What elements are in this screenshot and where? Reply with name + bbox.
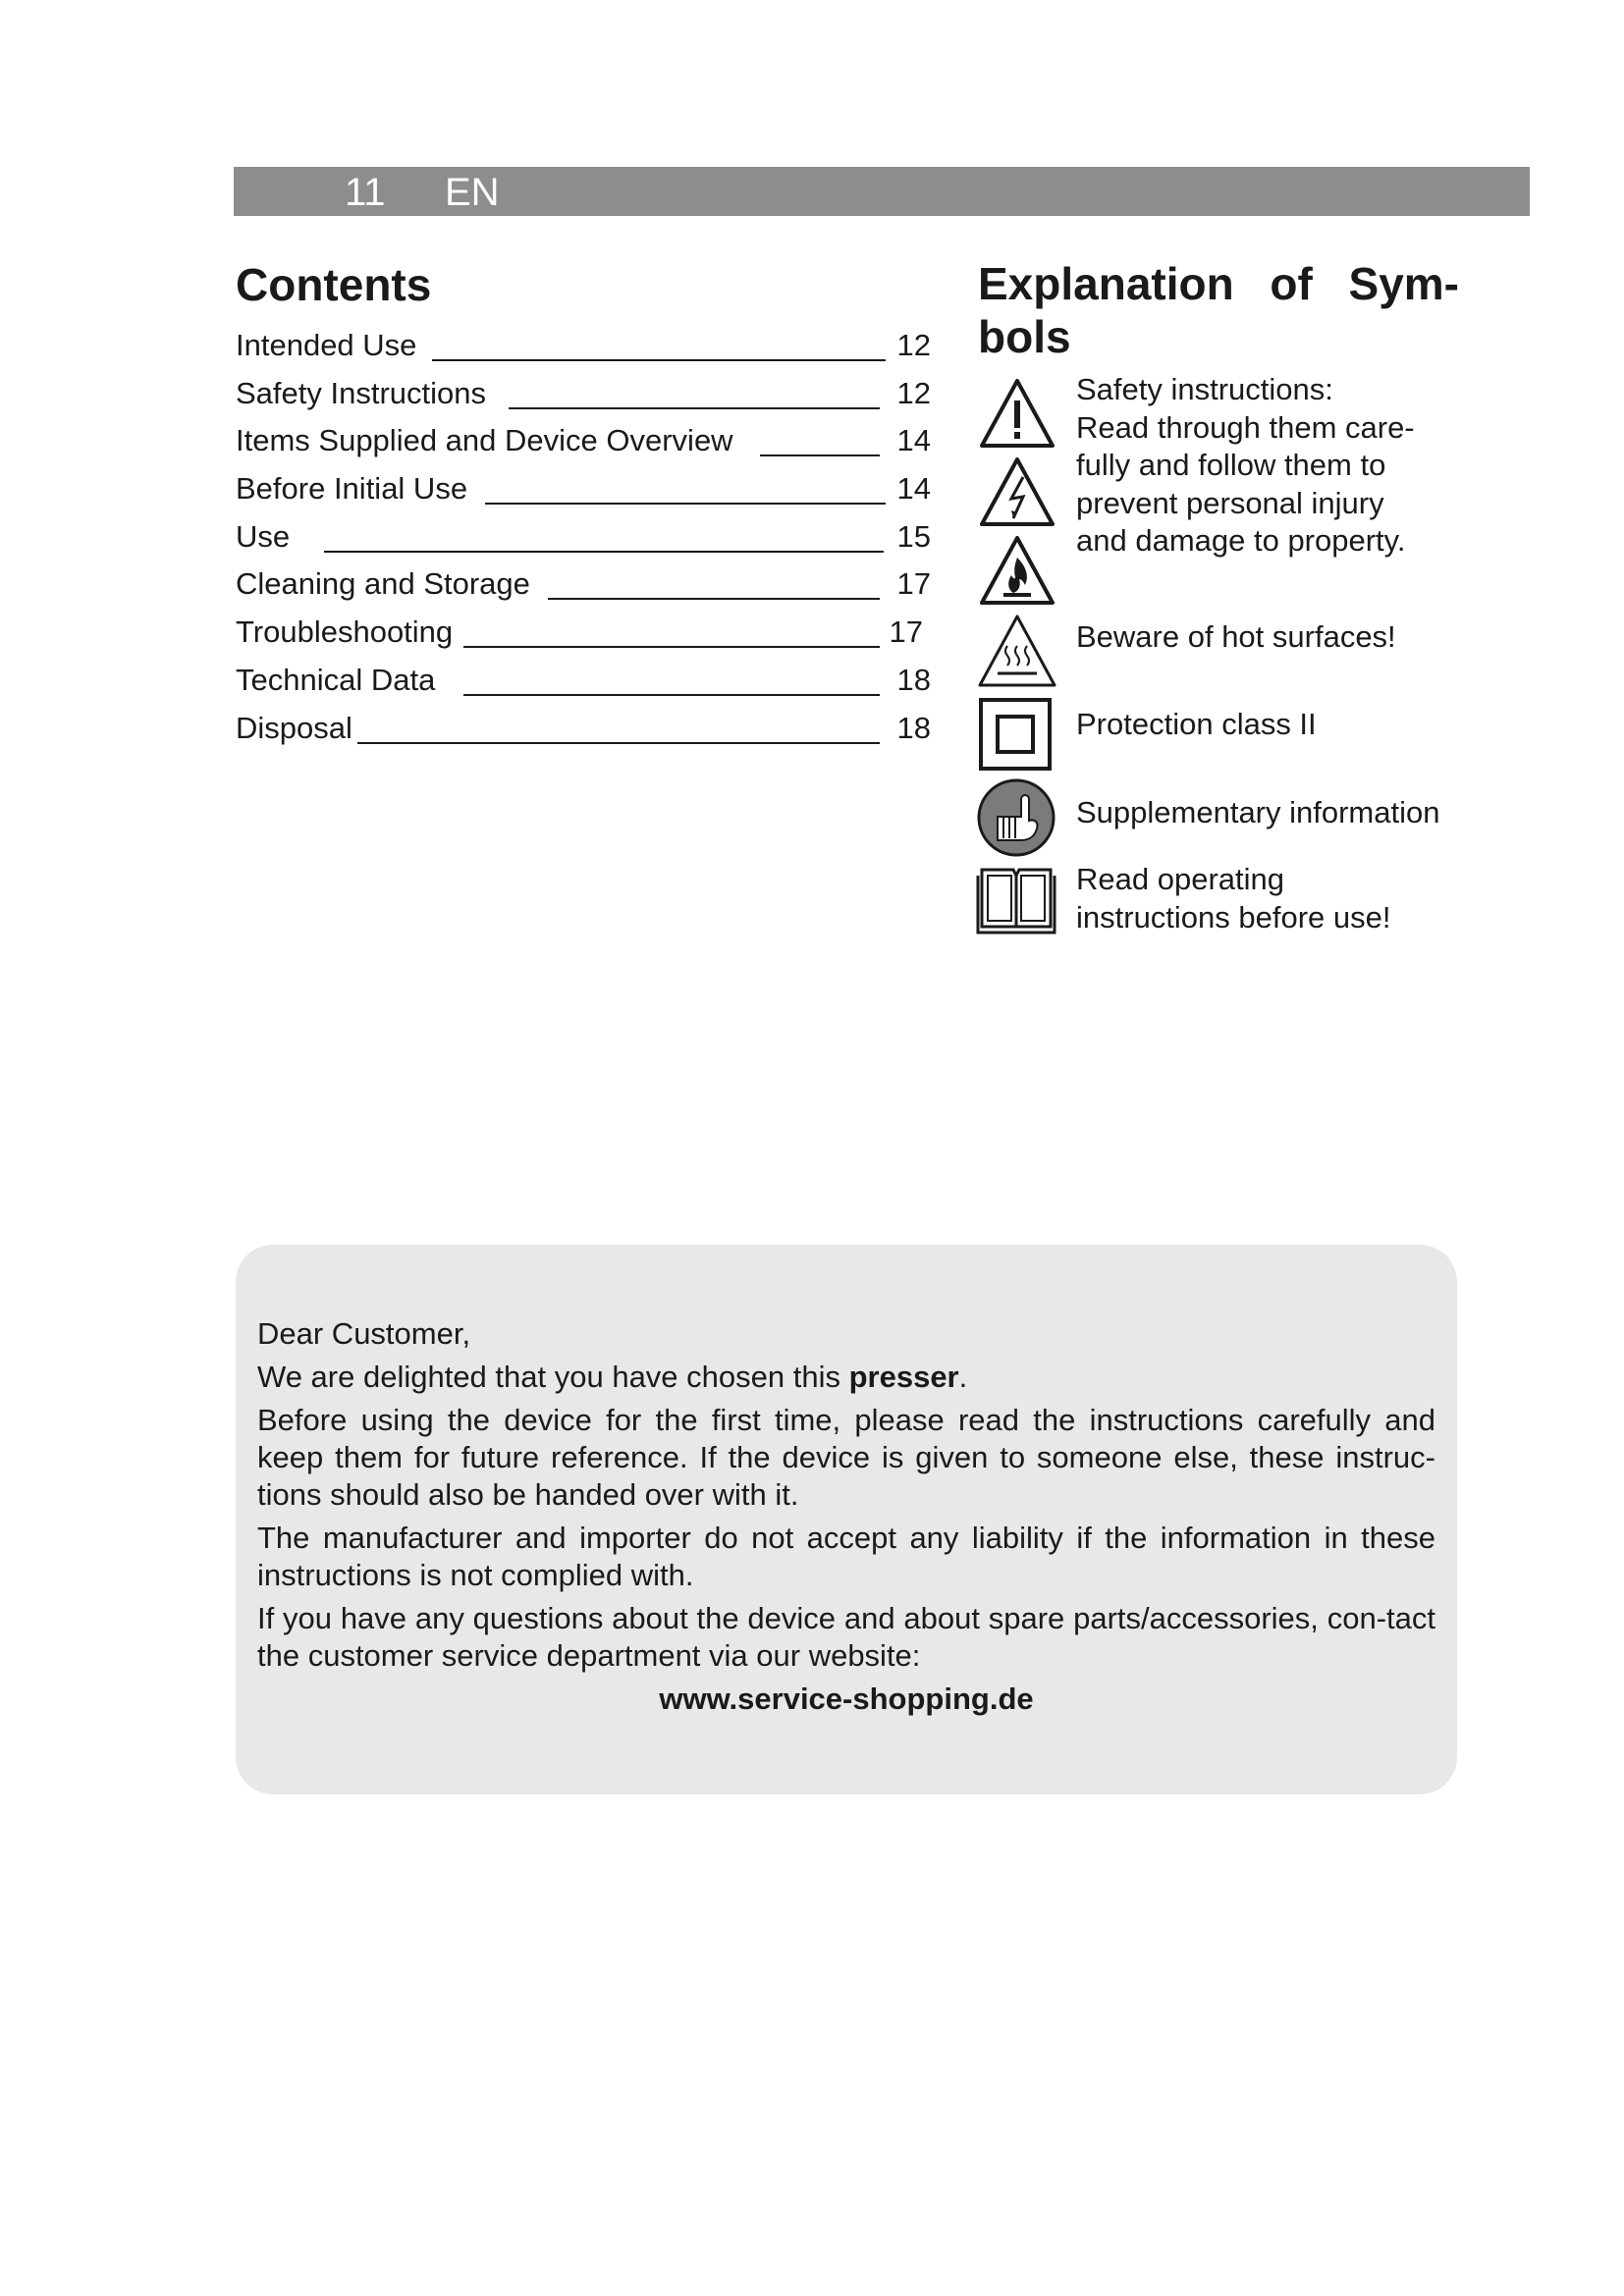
toc-leader: [485, 503, 886, 505]
toc-entry[interactable]: [236, 372, 931, 420]
open-book-icon: [976, 862, 1056, 934]
toc-entry-page: 18: [896, 662, 931, 697]
toc-entry-page: 17: [889, 614, 923, 650]
read-manual-line: instructions before use!: [1076, 899, 1391, 934]
symbols-title: Explanation of Sym-: [978, 258, 1459, 309]
toc-leader: [463, 646, 880, 648]
toc-entry-page: 15: [896, 518, 931, 554]
intro-text: We are delighted that you have chosen this: [257, 1360, 849, 1394]
contents-title: Contents: [236, 259, 432, 310]
toc-leader: [548, 598, 880, 600]
toc-leader: [432, 359, 886, 361]
safety-line: Safety instructions:: [1076, 372, 1333, 406]
toc-entry[interactable]: [236, 324, 931, 372]
fire-hazard-icon: [978, 534, 1056, 607]
toc-entry[interactable]: [236, 562, 931, 611]
intro-line: [257, 1359, 1435, 1396]
toc-leader: [509, 407, 880, 409]
safety-line: fully and follow them to: [1076, 448, 1386, 482]
protection-class-text: Protection class II: [1076, 707, 1317, 741]
product-name: presser: [848, 1360, 959, 1394]
read-manual-line: Read operating: [1076, 862, 1284, 896]
supplementary-info-text: Supplementary information: [1076, 795, 1440, 829]
table-of-contents: [236, 324, 931, 754]
read-manual-text: [1076, 861, 1469, 936]
toc-entry-label: Safety Instructions: [236, 372, 486, 415]
toc-entry-label: Disposal: [236, 707, 352, 750]
toc-entry-label: Intended Use: [236, 324, 416, 367]
hot-surface-icon: [976, 613, 1058, 689]
toc-entry-label: Use: [236, 515, 290, 559]
read-instructions-paragraph: Before using the device for the first time, please read the instructions carefully and keep them for future reference. If the device is given to someone else, these instruc-tions should also be handed over with it.: [257, 1403, 1435, 1512]
hand-info-icon: [976, 777, 1056, 858]
toc-entry[interactable]: [236, 419, 931, 467]
toc-entry-page: 18: [896, 710, 931, 745]
safety-line: and damage to property.: [1076, 523, 1406, 558]
toc-entry-page: 17: [896, 566, 931, 602]
contact-paragraph: If you have any questions about the device and about spare parts/accessories, con-tact the customer service department via our website:: [257, 1601, 1435, 1673]
toc-entry-page: 14: [896, 471, 931, 507]
toc-entry-page: 12: [896, 375, 931, 410]
page-number: 11: [345, 171, 386, 214]
toc-entry-label: Cleaning and Storage: [236, 562, 530, 606]
toc-entry-label: Troubleshooting: [236, 611, 453, 654]
intro-end: .: [958, 1360, 968, 1394]
protection-class-ii-icon: [978, 697, 1053, 772]
toc-entry[interactable]: [236, 707, 931, 755]
toc-entry-page: 12: [896, 328, 931, 362]
customer-message: [257, 1315, 1435, 1724]
toc-leader: [357, 742, 880, 744]
hot-surfaces-text: Beware of hot surfaces!: [1076, 619, 1396, 654]
safety-line: Read through them care-: [1076, 409, 1415, 445]
toc-leader: [324, 551, 884, 553]
toc-entry-label: Before Initial Use: [236, 467, 467, 510]
symbols-title-continued: bols: [978, 311, 1071, 362]
toc-entry-page: 14: [896, 423, 931, 458]
toc-entry[interactable]: [236, 515, 931, 563]
greeting: Dear Customer,: [257, 1316, 471, 1351]
safety-line: prevent personal injury: [1076, 485, 1384, 520]
safety-instructions-text: [1076, 371, 1469, 561]
toc-leader: [760, 454, 880, 456]
page-header-bar: [234, 167, 1530, 216]
language-code: EN: [445, 171, 500, 214]
electric-shock-icon: [978, 455, 1056, 528]
toc-entry-label: Items Supplied and Device Overview: [236, 419, 733, 462]
service-website-link[interactable]: www.service-shopping.de: [659, 1682, 1034, 1716]
liability-paragraph: The manufacturer and importer do not accept any liability if the information in these instructions is not complied with.: [257, 1521, 1435, 1592]
toc-entry[interactable]: [236, 659, 931, 707]
toc-entry[interactable]: [236, 467, 931, 515]
toc-leader: [463, 694, 880, 696]
toc-entry-label: Technical Data: [236, 659, 435, 702]
toc-entry[interactable]: [236, 611, 931, 659]
warning-triangle-icon: [978, 377, 1056, 450]
